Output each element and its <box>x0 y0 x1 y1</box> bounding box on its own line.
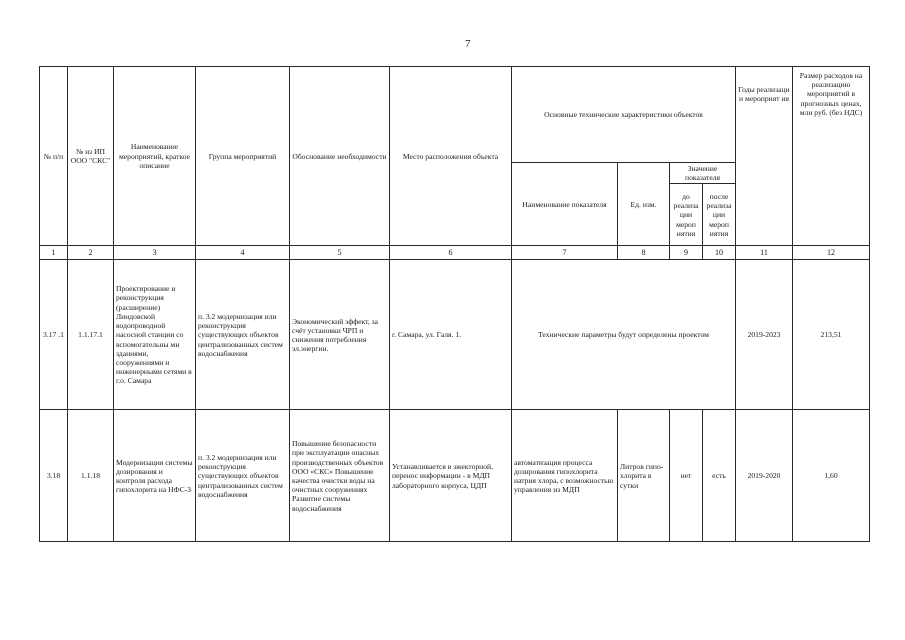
row-years: 2019-2020 <box>736 410 793 542</box>
investment-program-table <box>39 66 870 542</box>
row-indicator-name: автоматизация процесса дозирования гипохлорита натрия хлора, с возможностью управления из МДП <box>512 410 618 542</box>
column-number: 3 <box>114 246 196 260</box>
column-number: 8 <box>618 246 670 260</box>
header-after: после реализа ции мероп иятия <box>703 184 736 246</box>
header-ip-number: № из ИП ООО "СКС" <box>68 67 114 246</box>
page-number: 7 <box>465 38 471 50</box>
row-measure-group: п. 3.2 модернизация или реконструкция существующих объектов централизованных систем водоснабжения <box>196 410 290 542</box>
header-measure-name: Наименование мероприятий, краткое описание <box>114 67 196 246</box>
row-number: 3.18 <box>40 410 68 542</box>
header-measure-group: Группа мероприятий <box>196 67 290 246</box>
column-number: 10 <box>703 246 736 260</box>
row-ip-number: 1.1.18 <box>68 410 114 542</box>
row-location: г. Самара, ул. Галя. 1. <box>390 260 512 410</box>
row-ip-number: 1.1.17.1 <box>68 260 114 410</box>
column-number: 2 <box>68 246 114 260</box>
row-measure-name: Модернизация системы дозирования и контроля расхода гипохлорита на НФС-3 <box>114 410 196 542</box>
row-measure-name: Проектирование и реконструкция (расширение) Линдовской водопроводной насосной станции со вспомогательны ми зданиями, сооружениями и инженерными сетями в г.о. Самара <box>114 260 196 410</box>
header-before: до реализа ции мероп иятия <box>670 184 703 246</box>
row-technical-note: Технические параметры будут определены проектом <box>512 260 736 410</box>
header-unit: Ед. изм. <box>618 163 670 246</box>
table-row <box>40 410 870 542</box>
column-number: 12 <box>793 246 870 260</box>
table-row <box>40 260 870 410</box>
header-indicator-value: Значение показателя <box>670 163 736 184</box>
row-cost: 1,60 <box>793 410 870 542</box>
row-unit: Литров гипо-хлорита в сутки <box>618 410 670 542</box>
header-years: Годы реализаци и мероприят ия <box>736 67 793 246</box>
column-number: 1 <box>40 246 68 260</box>
header-indicator-name: Наименование показателя <box>512 163 618 246</box>
column-number: 9 <box>670 246 703 260</box>
header-justification: Обоснование необходимости <box>290 67 390 246</box>
header-cost: Размер расходов на реализацию мероприятий в прогнозных ценах, млн руб. (без НДС) <box>793 67 870 246</box>
row-cost: 213,51 <box>793 260 870 410</box>
row-value-after: есть <box>703 410 736 542</box>
row-number: 3.17 .1 <box>40 260 68 410</box>
column-number: 7 <box>512 246 618 260</box>
row-justification: Экономический эффект, за счёт установки ЧРП и снижения потребления эл.энергии. <box>290 260 390 410</box>
row-justification: Повышение безопасности при эксплуатации опасных производственных объектов ООО «СКС» Повышение качества очистки воды на очистных сооружениях Развитие системы водоснабжения <box>290 410 390 542</box>
row-value-before: нет <box>670 410 703 542</box>
column-number: 11 <box>736 246 793 260</box>
row-measure-group: п. 3.2 модернизация или реконструкция существующих объектов централизованных систем водоснабжения <box>196 260 290 410</box>
header-technical-characteristics: Основные технические характеристики объектов <box>512 67 736 163</box>
row-location: Устанавливается в эжекторной, перенос информации - в МДП лабораторного корпуса, ЦДП <box>390 410 512 542</box>
header-number: № п/п <box>40 67 68 246</box>
column-number: 5 <box>290 246 390 260</box>
header-location: Место расположения объекта <box>390 67 512 246</box>
column-number: 6 <box>390 246 512 260</box>
row-years: 2019-2023 <box>736 260 793 410</box>
column-number: 4 <box>196 246 290 260</box>
